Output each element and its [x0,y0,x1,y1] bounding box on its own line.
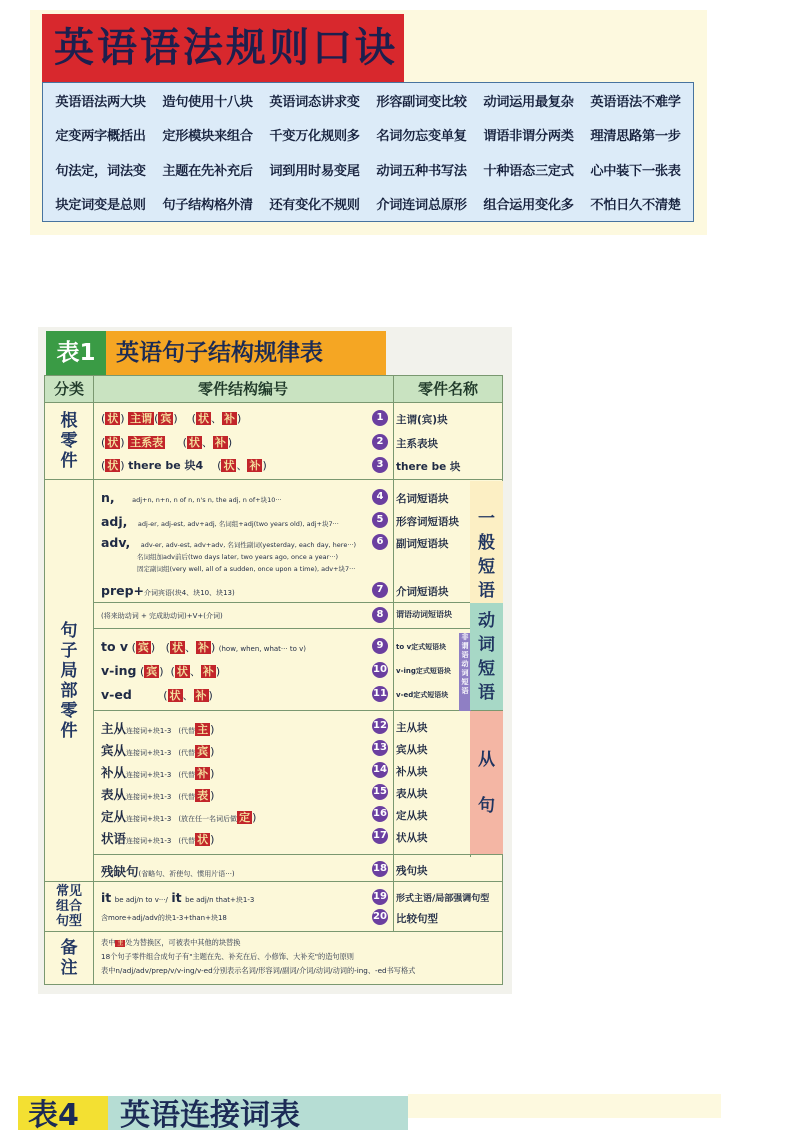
part-name: 状从块 [396,832,428,844]
part-name: 名词短语块 [396,493,449,505]
row-number-badge: 2 [372,434,388,450]
structure-row-16: 定从连接词+块1-3 (放在任一名词后做 定 ) [101,809,257,824]
divider [93,854,502,855]
rhyme-cell: 词到用时易变尾 [269,163,360,179]
rhyme-cell: 千变万化规则多 [269,129,360,145]
rhyme-cell: 英语词态讲求变 [269,94,360,110]
structure-row-17: 状语连接词+块1-3 (代替 状 ) [101,831,215,846]
rhyme-cell: 谓语非谓分两类 [483,129,574,145]
rhyme-grid [42,82,694,222]
part-name: 谓语动词短语块 [396,610,452,619]
structure-row-15: 表从连接词+块1-3 (代替 表 ) [101,787,215,802]
structure-row-10: v-ing ( 宾 ) ( 状 、 补 ) [101,663,221,678]
row-number-badge: 11 [372,686,388,702]
row-number-badge: 14 [372,762,388,778]
rhyme-cell: 不怕日久不清楚 [590,198,681,214]
structure-row-7: prep+介词宾语(块4、块10、块13) [101,583,235,598]
row-number-badge: 4 [372,489,388,505]
structure-row-12: 主从连接词+块1-3 (代替 主 ) [101,721,215,736]
part-name: v-ing定式短语块 [396,667,451,675]
divider [45,479,502,480]
non-predicate-tag: 非谓语动词短语 [459,633,471,711]
rhyme-cell: 块定词变是总则 [55,198,146,214]
table-body [44,375,503,985]
rhyme-cell: 定变两字概括出 [55,129,146,145]
connective-table-header [18,1090,703,1133]
rhyme-cell: 定形模块来组合 [162,129,253,145]
row-number-badge: 3 [372,457,388,473]
table-number-tag: 表4 [18,1096,108,1130]
table-number-tag: 表1 [46,331,106,375]
row-number-badge: 8 [372,607,388,623]
structure-row-18: 残缺句(省略句、祈使句、惯用片语···) [101,864,235,879]
rhyme-cell: 介词连词总原形 [376,198,467,214]
row-number-badge: 18 [372,861,388,877]
rhyme-cell: 名词勿忘变单复 [376,129,467,145]
rhyme-cell: 英语语法两大块 [55,94,146,110]
rhyme-cell: 句法定，词法变 [55,163,146,179]
part-name: 定从块 [396,810,428,822]
rhyme-cell: 还有变化不规则 [269,198,360,214]
structure-row-2: ( 状 ) 主系表 ( 状 、 补 ) [101,436,233,449]
part-name: 形容词短语块 [396,516,459,528]
rhyme-cell: 动词运用最复杂 [483,94,574,110]
row-number-badge: 6 [372,534,388,550]
rhyme-cell: 造句使用十八块 [162,94,253,110]
structure-row-1: ( 状 ) 主谓 ( 宾 ) ( 状 、 补 ) [101,412,242,425]
part-name: 形式主语/局部强调句型 [396,894,490,904]
note-line-2: 18个句子零件组合成句子有"主题在先、补充在后、小修饰、大补充"的造句原则 [101,952,354,961]
structure-row-20: 含more+adj/adv的块1-3+than+块18 [101,914,227,922]
structure-row-6-detail: 固定副词组(very well, all of a sudden, once upon a time), adv+块7··· [137,565,356,573]
divider [393,376,394,931]
rhyme-cell: 组合运用变化多 [483,198,574,214]
sentence-structure-table [38,327,512,994]
divider [93,710,502,711]
structure-row-11: v-ed ( 状 、 补 ) [101,687,213,702]
row-number-badge: 13 [372,740,388,756]
rhyme-cell: 动词五种书写法 [376,163,467,179]
row-number-badge: 16 [372,806,388,822]
structure-row-5: adj, adj-er, adj-est, adv+adj, 名词组+adj(two years old), adj+块7··· [101,514,339,529]
structure-row-6: adv, adv-er, adv-est, adv+adv, 名词性副词(yesterday, each day, here···) [101,535,357,550]
part-name: 宾从块 [396,744,428,756]
part-name: 主谓(宾)块 [396,414,448,426]
poster-title: 英语语法规则口诀 [42,14,404,82]
structure-row-19: it be adj/n to v···/ it be adj/n that+块1-3 [101,890,255,905]
rhyme-cell: 句子结构格外清 [162,198,253,214]
rhyme-cell: 理清思路第一步 [590,129,681,145]
divider [93,628,470,629]
header-category: 分类 [53,380,84,398]
part-name: 比较句型 [396,913,438,925]
structure-row-3: ( 状 ) there be 块4 ( 状 、 补 ) [101,459,267,472]
divider [45,931,502,932]
note-line-3: 表中n/adj/adv/prep/v/v-ing/v-ed分别表示名词/形容词/副词/介词/动词/动词的-ing、-ed书写格式 [101,966,416,975]
structure-row-4: n, adj+n, n+n, n of n, n's n, the adj, n of+块10··· [101,490,282,505]
divider [93,602,470,603]
row-number-badge: 10 [372,662,388,678]
part-name: 表从块 [396,788,428,800]
row-number-badge: 12 [372,718,388,734]
table-title: 英语连接词表 [108,1096,408,1130]
header-strip [408,1094,721,1118]
structure-row-13: 宾从连接词+块1-3 (代替 宾 ) [101,743,215,758]
table-title: 英语句子结构规律表 [106,331,386,375]
grammar-rhyme-poster [30,10,707,235]
part-name: v-ed定式短语块 [396,691,449,699]
part-name: 主系表块 [396,438,438,450]
row-number-badge: 1 [372,410,388,426]
row-number-badge: 17 [372,828,388,844]
row-number-badge: 7 [372,582,388,598]
table-header-row [45,376,502,403]
part-name: 介词短语块 [396,586,449,598]
category-note: 备注 [60,938,78,978]
part-name: to v定式短语块 [396,643,447,651]
row-number-badge: 20 [372,909,388,925]
part-name: 补从块 [396,766,428,778]
rhyme-cell: 十种语态三定式 [483,163,574,179]
rhyme-cell: 英语语法不难学 [590,94,681,110]
row-number-badge: 19 [372,889,388,905]
side-label-general-phrase: 一般短语 [470,481,503,628]
note-line-1: 表中 主 处为替换区，可被表中其他的块替换 [101,938,241,947]
part-name: there be 块 [396,461,461,473]
row-number-badge: 9 [372,638,388,654]
side-label-clause: 从句 [470,711,503,854]
divider [45,881,502,882]
category-common: 常见组合句型 [55,884,82,929]
category-root: 根零件 [60,410,78,471]
part-name: 残句块 [396,865,428,877]
divider [93,376,94,984]
structure-row-6-detail: 名词组加adv前后(two days later, two years ago, once a year···) [137,553,339,561]
rhyme-cell: 主题在先补充后 [162,163,253,179]
structure-row-14: 补从连接词+块1-3 (代替 补 ) [101,765,215,780]
rhyme-cell: 形容副词变比较 [376,94,467,110]
part-name: 副词短语块 [396,538,449,550]
category-local: 句子局部零件 [60,620,78,741]
row-number-badge: 5 [372,512,388,528]
header-name: 零件名称 [417,380,478,398]
structure-row-8: (将来助动词 + 完成助动词)+V+(介词) [101,612,223,620]
structure-row-9: to v ( 宾 ) ( 状 、 补 ) (how, when, what··· to v) [101,639,306,654]
header-structure: 零件结构编号 [197,380,288,398]
side-label-verb-phrase: 动词短语 [470,603,503,710]
row-number-badge: 15 [372,784,388,800]
part-name: 主从块 [396,722,428,734]
rhyme-cell: 心中装下一张表 [590,163,681,179]
